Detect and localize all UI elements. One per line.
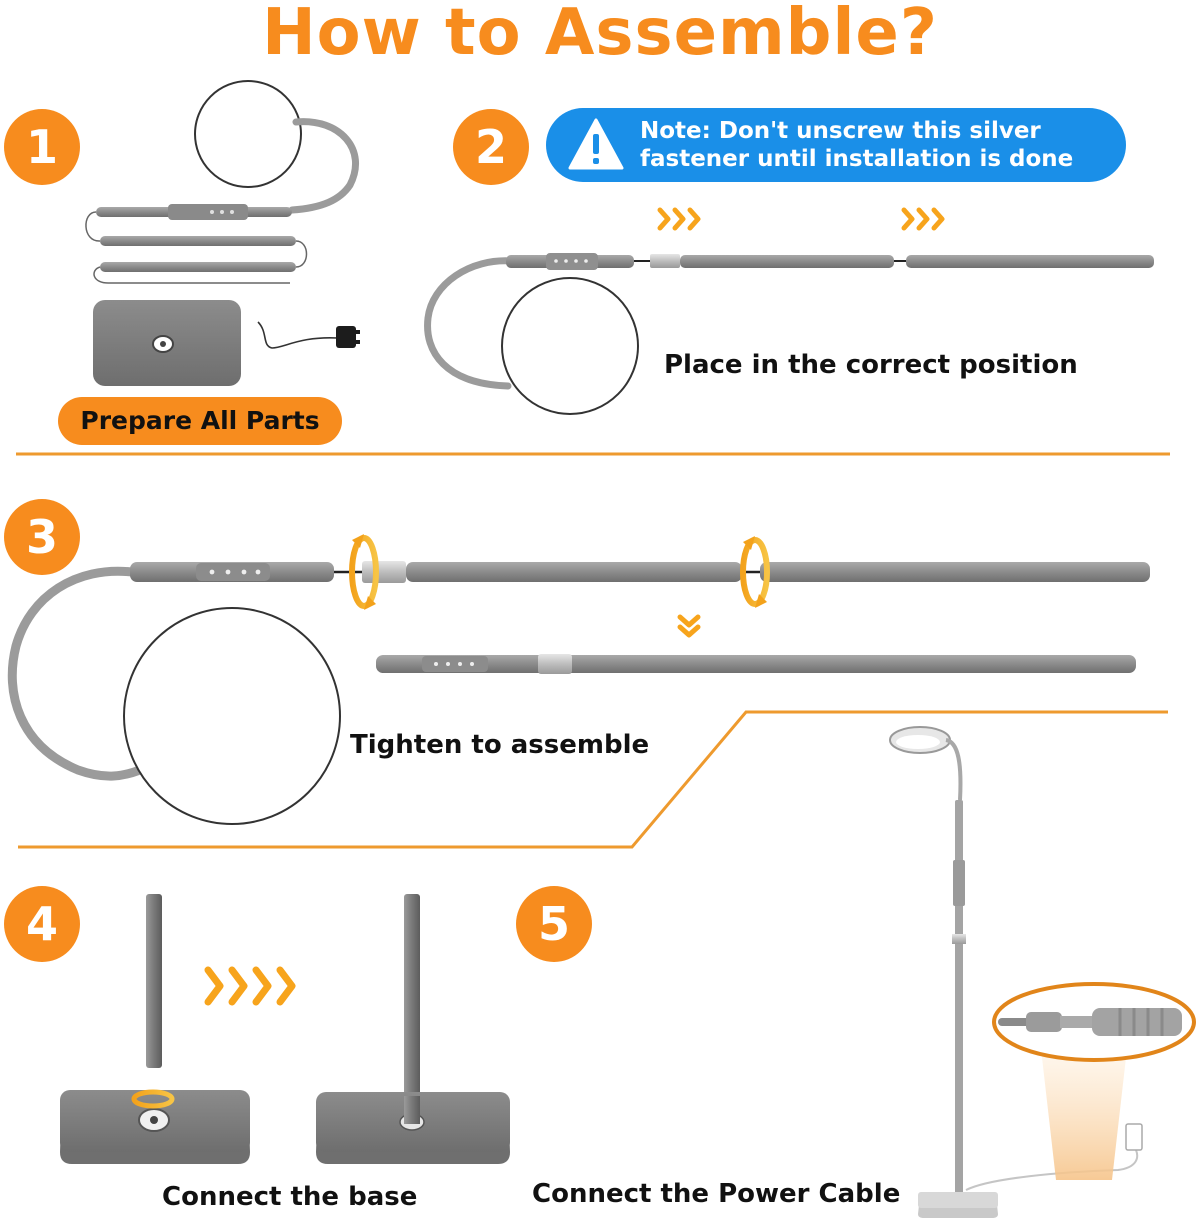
step-3-caption: Tighten to assemble (350, 730, 650, 760)
step-4-caption: Connect the base (162, 1182, 418, 1212)
step-2-caption: Place in the correct position (664, 350, 1078, 380)
step-5-badge: 5 (516, 886, 592, 962)
page-title: How to Assemble? (262, 0, 938, 70)
step-1-parts (86, 81, 360, 386)
note-line-2: fastener until installation is done (640, 146, 1074, 172)
step-1-caption: Prepare All Parts (58, 397, 342, 445)
step-2-illustration (428, 253, 1154, 414)
step-1-badge: 1 (4, 109, 80, 185)
step-5-caption: Connect the Power Cable (532, 1179, 901, 1209)
arrow-chevrons-icon (904, 210, 942, 228)
step-4-badge: 4 (4, 886, 80, 962)
step-5-illustration (890, 727, 1194, 1218)
step-3-badge: 3 (4, 499, 80, 575)
arrow-chevrons-icon (208, 970, 292, 1002)
step-3-illustration (12, 561, 1150, 824)
arrow-chevrons-icon (660, 210, 698, 228)
step-4-illustration (60, 894, 510, 1164)
step-2-badge: 2 (453, 109, 529, 185)
note-line-1: Note: Don't unscrew this silver (640, 118, 1041, 144)
chevron-down-icon (680, 617, 698, 635)
